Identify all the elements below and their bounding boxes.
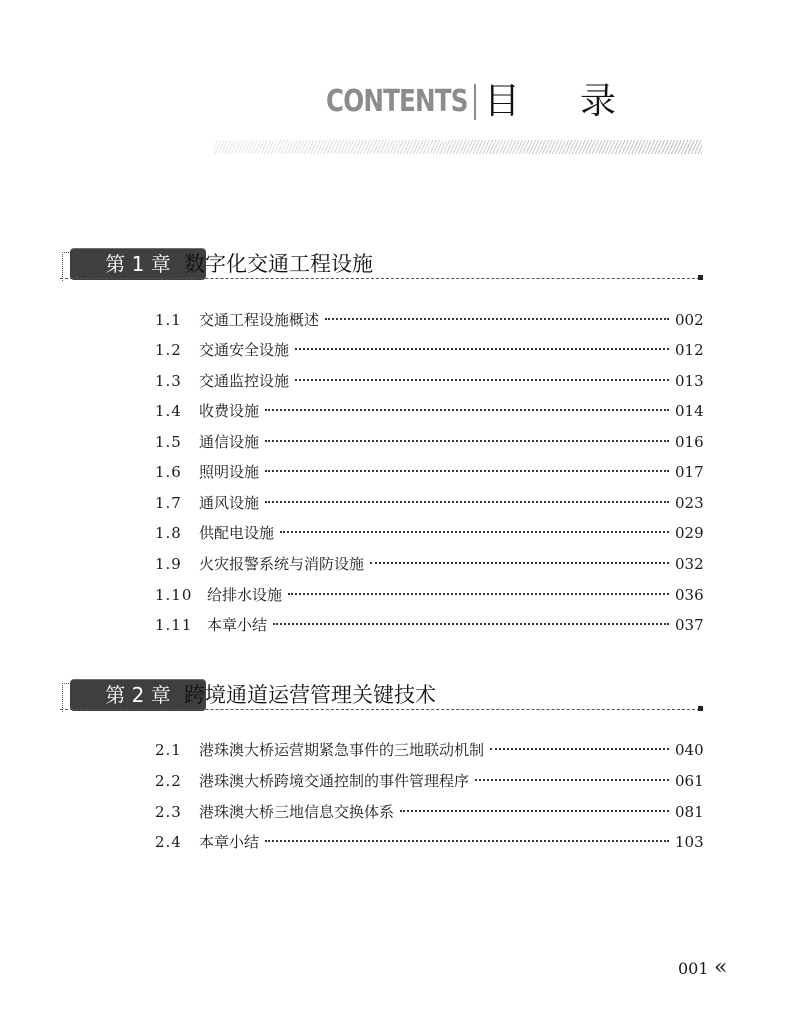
- dot-leader: [490, 748, 669, 750]
- chapter-title: 跨境通道运营管理关键技术: [184, 683, 436, 707]
- entry-page: 032: [675, 555, 704, 573]
- chapter-rule: [60, 278, 700, 279]
- entry-number: 1.1: [155, 311, 182, 329]
- chapter-2-header[interactable]: [60, 679, 706, 719]
- toc-entry[interactable]: [155, 738, 703, 762]
- chapter-bracket: [62, 683, 69, 712]
- entry-title: 交通安全设施: [199, 341, 290, 359]
- dot-leader: [265, 501, 669, 503]
- entry-title: 港珠澳大桥跨境交通控制的事件管理程序: [199, 772, 470, 790]
- page-number: 001: [678, 959, 709, 978]
- entry-page: 061: [675, 772, 704, 790]
- entry-title: 本章小结: [207, 616, 268, 634]
- dot-leader: [400, 810, 669, 812]
- toc-entry[interactable]: [155, 399, 703, 423]
- entry-number: 2.4: [155, 833, 182, 851]
- entry-number: 1.7: [155, 494, 182, 512]
- entry-title: 通信设施: [199, 433, 260, 451]
- chapter-badge-label: 第 2 章: [105, 683, 171, 707]
- dot-leader: [295, 379, 669, 381]
- toc-entry[interactable]: [155, 369, 703, 393]
- contents-heading: CONTENTS: [326, 84, 468, 119]
- entry-page: 103: [675, 833, 704, 851]
- entry-title: 供配电设施: [199, 524, 275, 542]
- entry-title: 通风设施: [199, 494, 260, 512]
- dot-leader: [265, 470, 669, 472]
- toc-entry[interactable]: [155, 830, 703, 854]
- entry-number: 2.2: [155, 772, 182, 790]
- heading-divider: [474, 84, 476, 120]
- toc-entry[interactable]: [155, 769, 703, 793]
- double-chevron-left-icon: «: [714, 955, 728, 980]
- dot-leader: [295, 348, 669, 350]
- toc-entry[interactable]: [155, 583, 703, 607]
- chapter-1-header[interactable]: [60, 248, 706, 288]
- entry-page: 002: [675, 311, 704, 329]
- chapter-bracket: [62, 252, 69, 281]
- entry-title: 火灾报警系统与消防设施: [199, 555, 365, 573]
- mulu-char-1: 目: [484, 81, 521, 122]
- toc-entry[interactable]: [155, 521, 703, 545]
- entry-page: 014: [675, 402, 704, 420]
- entry-title: 交通监控设施: [199, 372, 290, 390]
- entry-page: 017: [675, 463, 704, 481]
- entry-title: 交通工程设施概述: [199, 311, 320, 329]
- entry-page: 037: [675, 616, 704, 634]
- chapter-rule-end: [698, 275, 703, 280]
- toc-entry[interactable]: [155, 338, 703, 362]
- entry-title: 收费设施: [199, 402, 260, 420]
- entry-page: 029: [675, 524, 704, 542]
- entry-number: 1.4: [155, 402, 182, 420]
- entry-page: 013: [675, 372, 704, 390]
- entry-title: 港珠澳大桥三地信息交换体系: [199, 803, 395, 821]
- dot-leader: [265, 840, 669, 842]
- toc-entry[interactable]: [155, 800, 703, 824]
- entry-number: 1.2: [155, 341, 182, 359]
- entry-number: 2.3: [155, 803, 182, 821]
- entry-number: 1.5: [155, 433, 182, 451]
- entry-page: 081: [675, 803, 704, 821]
- entry-page: 016: [675, 433, 704, 451]
- toc-entry[interactable]: [155, 308, 703, 332]
- entry-title: 给排水设施: [207, 586, 283, 604]
- entry-title: 港珠澳大桥运营期紧急事件的三地联动机制: [199, 741, 485, 759]
- mulu-char-2: 录: [580, 81, 617, 122]
- dot-leader: [265, 409, 669, 411]
- entry-title: 照明设施: [199, 463, 260, 481]
- dot-leader: [325, 318, 669, 320]
- chapter-badge-label: 第 1 章: [105, 252, 171, 276]
- toc-entry[interactable]: [155, 460, 703, 484]
- entry-number: 1.8: [155, 524, 182, 542]
- entry-page: 023: [675, 494, 704, 512]
- toc-entry[interactable]: [155, 491, 703, 515]
- entry-number: 2.1: [155, 741, 182, 759]
- toc-entry[interactable]: [155, 552, 703, 576]
- dot-leader: [280, 531, 669, 533]
- dot-leader: [475, 779, 669, 781]
- dot-leader: [273, 623, 669, 625]
- entry-number: 1.3: [155, 372, 182, 390]
- entry-title: 本章小结: [199, 833, 260, 851]
- toc-entry[interactable]: [155, 613, 703, 637]
- chapter-title: 数字化交通工程设施: [184, 252, 373, 276]
- entry-page: 040: [675, 741, 704, 759]
- entry-number: 1.9: [155, 555, 182, 573]
- entry-number: 1.11: [155, 616, 193, 634]
- entry-page: 036: [675, 586, 704, 604]
- entry-number: 1.10: [155, 586, 193, 604]
- entry-page: 012: [675, 341, 704, 359]
- chapter-rule: [60, 709, 700, 710]
- dot-leader: [288, 593, 669, 595]
- toc-entry[interactable]: [155, 430, 703, 454]
- chapter-rule-end: [698, 706, 703, 711]
- dot-leader: [370, 562, 669, 564]
- decorative-hatch-band: [214, 140, 702, 154]
- entry-number: 1.6: [155, 463, 182, 481]
- dot-leader: [265, 440, 669, 442]
